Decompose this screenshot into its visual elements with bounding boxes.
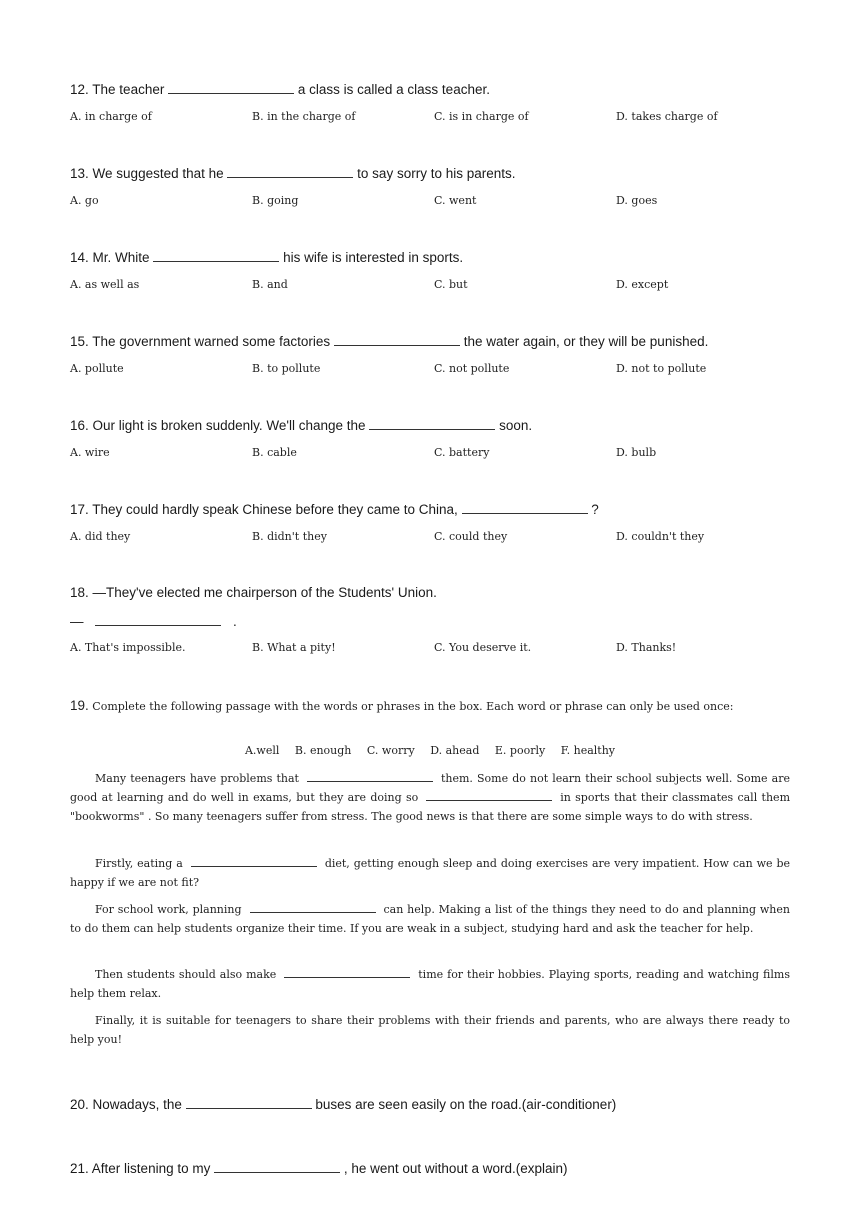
passage-blank-4[interactable]: [250, 900, 376, 913]
option-b[interactable]: B. What a pity!: [252, 641, 336, 654]
question-16-stem: [70, 416, 532, 435]
option-d[interactable]: D. except: [616, 278, 669, 291]
question-number: 17.: [70, 502, 89, 517]
question-text-before: After listening to my: [91, 1161, 211, 1176]
option-c[interactable]: C. battery: [434, 446, 490, 459]
option-a[interactable]: A. That's impossible.: [70, 641, 186, 654]
question-text-after: buses are seen easily on the road.(air-conditioner): [315, 1097, 617, 1112]
paragraph-text: Many teenagers have problems that: [95, 772, 299, 785]
paragraph-text: Then students should also make: [95, 968, 277, 981]
question-text-before: Mr. White: [92, 250, 150, 265]
word-option-c: C. worry: [366, 744, 415, 757]
question-number: 16.: [70, 418, 89, 433]
option-a[interactable]: A. go: [70, 194, 99, 207]
question-15-stem: [70, 332, 708, 351]
option-d[interactable]: D. goes: [616, 194, 658, 207]
answer-blank[interactable]: [334, 332, 460, 346]
question-text-before: —They've elected me chairperson of the Students' Union.: [92, 585, 437, 600]
question-text-before: Our light is broken suddenly. We'll change the: [92, 418, 366, 433]
option-c[interactable]: C. could they: [434, 530, 508, 543]
passage-paragraph-2: [70, 854, 790, 892]
passage-paragraph-3: [70, 900, 790, 938]
option-d[interactable]: D. bulb: [616, 446, 657, 459]
paragraph-text: time for their hobbies. Playing sports, reading and watching films help them relax.: [70, 968, 790, 1000]
passage-paragraph-4: [70, 965, 790, 1003]
option-b[interactable]: B. going: [252, 194, 299, 207]
option-b[interactable]: B. and: [252, 278, 288, 291]
option-c[interactable]: C. not pollute: [434, 362, 510, 375]
passage-blank-5[interactable]: [284, 965, 410, 978]
word-option-b: B. enough: [294, 744, 352, 757]
question-21-stem: [70, 1159, 568, 1178]
option-b[interactable]: B. in the charge of: [252, 110, 356, 123]
passage-paragraph-1: [70, 769, 790, 826]
question-number: 21.: [70, 1161, 89, 1176]
question-text-before: The government warned some factories: [92, 334, 331, 349]
answer-blank[interactable]: [227, 164, 353, 178]
option-d[interactable]: D. takes charge of: [616, 110, 718, 123]
question-text-before: Nowadays, the: [92, 1097, 182, 1112]
question-18-stem: [70, 584, 437, 602]
dash: —: [70, 614, 84, 629]
question-text-after: his wife is interested in sports.: [283, 250, 464, 265]
answer-blank[interactable]: [214, 1159, 340, 1173]
paragraph-text: in sports that their classmates call them "bookworms" . So many teenagers suffer from stress. The good news is that there are some simple ways to do with stress.: [70, 791, 790, 823]
answer-blank[interactable]: [369, 416, 495, 430]
option-a[interactable]: A. as well as: [70, 278, 140, 291]
question-text-after: a class is called a class teacher.: [297, 82, 490, 97]
option-b[interactable]: B. didn't they: [252, 530, 327, 543]
option-d[interactable]: D. Thanks!: [616, 641, 677, 654]
answer-blank[interactable]: [168, 80, 294, 94]
question-number: 13.: [70, 166, 89, 181]
question-12-stem: [70, 80, 490, 99]
question-number: 18.: [70, 585, 89, 600]
paragraph-text: can help. Making a list of the things they need to do and planning when to do them can help students organize their time. If you are weak in a subject, studying hard and ask the teacher for help.: [70, 903, 790, 935]
word-option-a: A.well: [244, 744, 280, 757]
answer-blank[interactable]: [186, 1095, 312, 1109]
question-text-after: soon.: [499, 418, 533, 433]
answer-blank[interactable]: [153, 248, 279, 262]
question-13-stem: [70, 164, 516, 183]
question-text-after: , he went out without a word.(explain): [343, 1161, 568, 1176]
question-19-instruction: [70, 696, 790, 716]
question-14-stem: [70, 248, 463, 267]
paragraph-text: diet, getting enough sleep and doing exercises are very impatient. How can we be happy if we are not fit?: [70, 857, 790, 889]
word-option-e: E. poorly: [494, 744, 546, 757]
question-text-after: the water again, or they will be punished.: [463, 334, 709, 349]
word-option-d: D. ahead: [430, 744, 480, 757]
option-b[interactable]: B. cable: [252, 446, 297, 459]
paragraph-text: them. Some do not learn their school subjects well. Some are good at learning and do well in exams, but they are doing so: [70, 772, 790, 804]
option-b[interactable]: B. to pollute: [252, 362, 321, 375]
option-a[interactable]: A. pollute: [70, 362, 124, 375]
question-number: 15.: [70, 334, 89, 349]
question-text-before: The teacher: [92, 82, 165, 97]
passage-blank-3[interactable]: [191, 854, 317, 867]
question-number: 19.: [70, 698, 89, 713]
question-number: 12.: [70, 82, 89, 97]
answer-blank[interactable]: [95, 612, 221, 626]
passage-paragraph-5: [70, 1011, 790, 1049]
option-c[interactable]: C. went: [434, 194, 477, 207]
word-box-list: [70, 743, 790, 759]
paragraph-text: For school work, planning: [95, 903, 242, 916]
question-text-after: ?: [591, 502, 599, 517]
paragraph-text: Finally, it is suitable for teenagers to share their problems with their friends and parents, who are always there ready to help you!: [70, 1014, 790, 1046]
period: .: [233, 614, 237, 629]
option-a[interactable]: A. did they: [70, 530, 131, 543]
option-c[interactable]: C. is in charge of: [434, 110, 529, 123]
answer-blank[interactable]: [462, 500, 588, 514]
option-c[interactable]: C. but: [434, 278, 468, 291]
option-a[interactable]: A. in charge of: [70, 110, 152, 123]
option-d[interactable]: D. couldn't they: [616, 530, 705, 543]
passage-blank-2[interactable]: [426, 788, 552, 801]
option-a[interactable]: A. wire: [70, 446, 110, 459]
question-text-before: We suggested that he: [92, 166, 224, 181]
option-d[interactable]: D. not to pollute: [616, 362, 707, 375]
question-20-stem: [70, 1095, 616, 1114]
instruction-text: Complete the following passage with the words or phrases in the box. Each word or phrase can only be used once:: [92, 700, 734, 713]
question-text-after: to say sorry to his parents.: [357, 166, 516, 181]
question-number: 20.: [70, 1097, 89, 1112]
question-18-response-line: [70, 612, 237, 631]
question-17-stem: [70, 500, 599, 519]
paragraph-text: Firstly, eating a: [95, 857, 183, 870]
question-text-before: They could hardly speak Chinese before they came to China,: [92, 502, 458, 517]
option-c[interactable]: C. You deserve it.: [434, 641, 532, 654]
question-number: 14.: [70, 250, 89, 265]
passage-blank-1[interactable]: [307, 769, 433, 782]
word-option-f: F. healthy: [560, 744, 616, 757]
